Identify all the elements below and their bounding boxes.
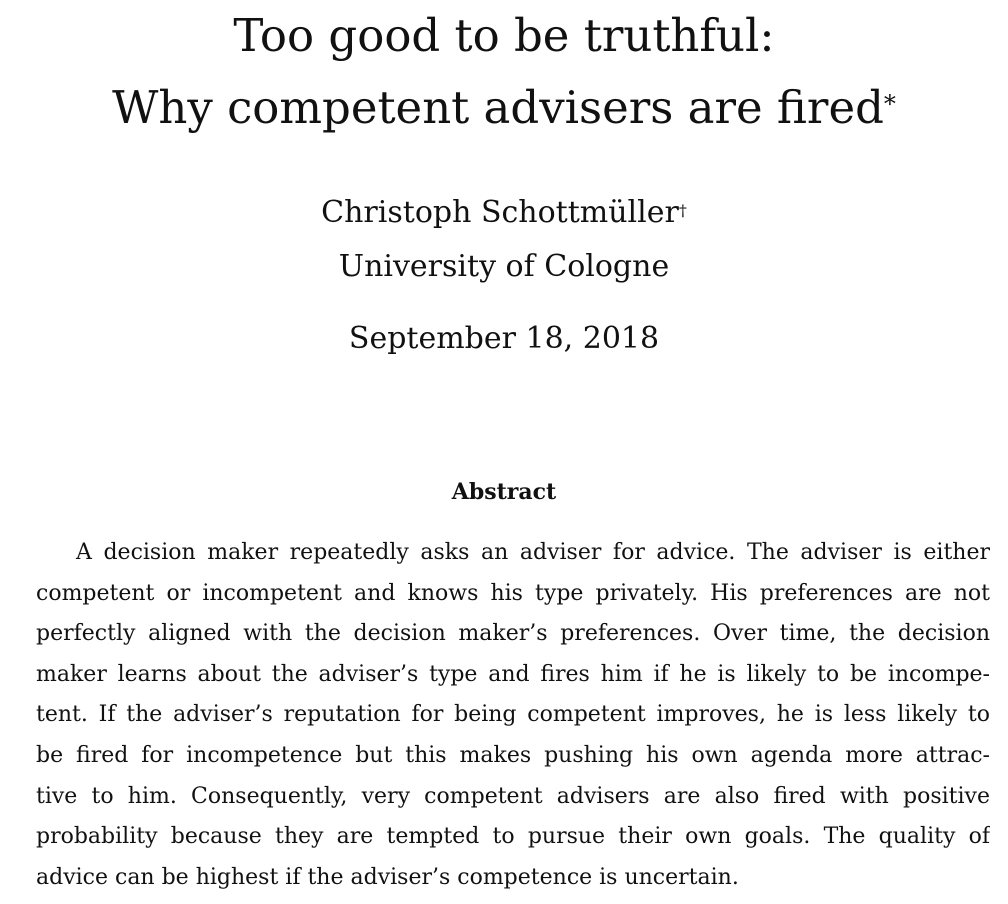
abstract-line-3: perfectly aligned with the decision maker’s preferences. Over time, the decision — [36, 621, 990, 647]
abstract-line-7: tive to him. Consequently, very competent advisers are also fired with positive — [36, 783, 990, 809]
abstract-heading: Abstract — [451, 479, 557, 505]
abstract-line-9: advice can be highest if the adviser’s competence is uncertain. — [36, 864, 739, 890]
author-affiliation: University of Cologne — [338, 249, 670, 284]
author-name: Christoph Schottmüller — [321, 195, 679, 230]
abstract-line-1: A decision maker repeatedly asks an adviser for advice. The adviser is either — [76, 540, 990, 565]
paper-title-line-2-text: Why competent advisers are fired — [112, 81, 884, 134]
paper-date: September 18, 2018 — [348, 321, 660, 356]
abstract-line-8: probability because they are tempted to pursue their own goals. The quality of — [36, 824, 990, 850]
abstract-line-2: competent or incompetent and knows his type privately. His preferences are not — [36, 580, 990, 606]
paper-title-line-1-text: Too good to be truthful: — [233, 9, 775, 62]
abstract-line-5: tent. If the adviser’s reputation for being competent improves, he is less likely to — [36, 702, 990, 728]
author-footnote-mark: † — [678, 201, 687, 220]
title-footnote-mark: * — [883, 90, 896, 118]
paper-title-line-2 — [0, 80, 1008, 136]
paper-title-line-1 — [0, 8, 1008, 64]
author-line — [0, 194, 1008, 232]
abstract-line-6: be fired for incompetence but this makes pushing his own agenda more attrac- — [36, 742, 990, 768]
abstract-body — [36, 533, 990, 898]
abstract-line-4: maker learns about the adviser’s type and fires him if he is likely to be incompe- — [36, 661, 990, 687]
